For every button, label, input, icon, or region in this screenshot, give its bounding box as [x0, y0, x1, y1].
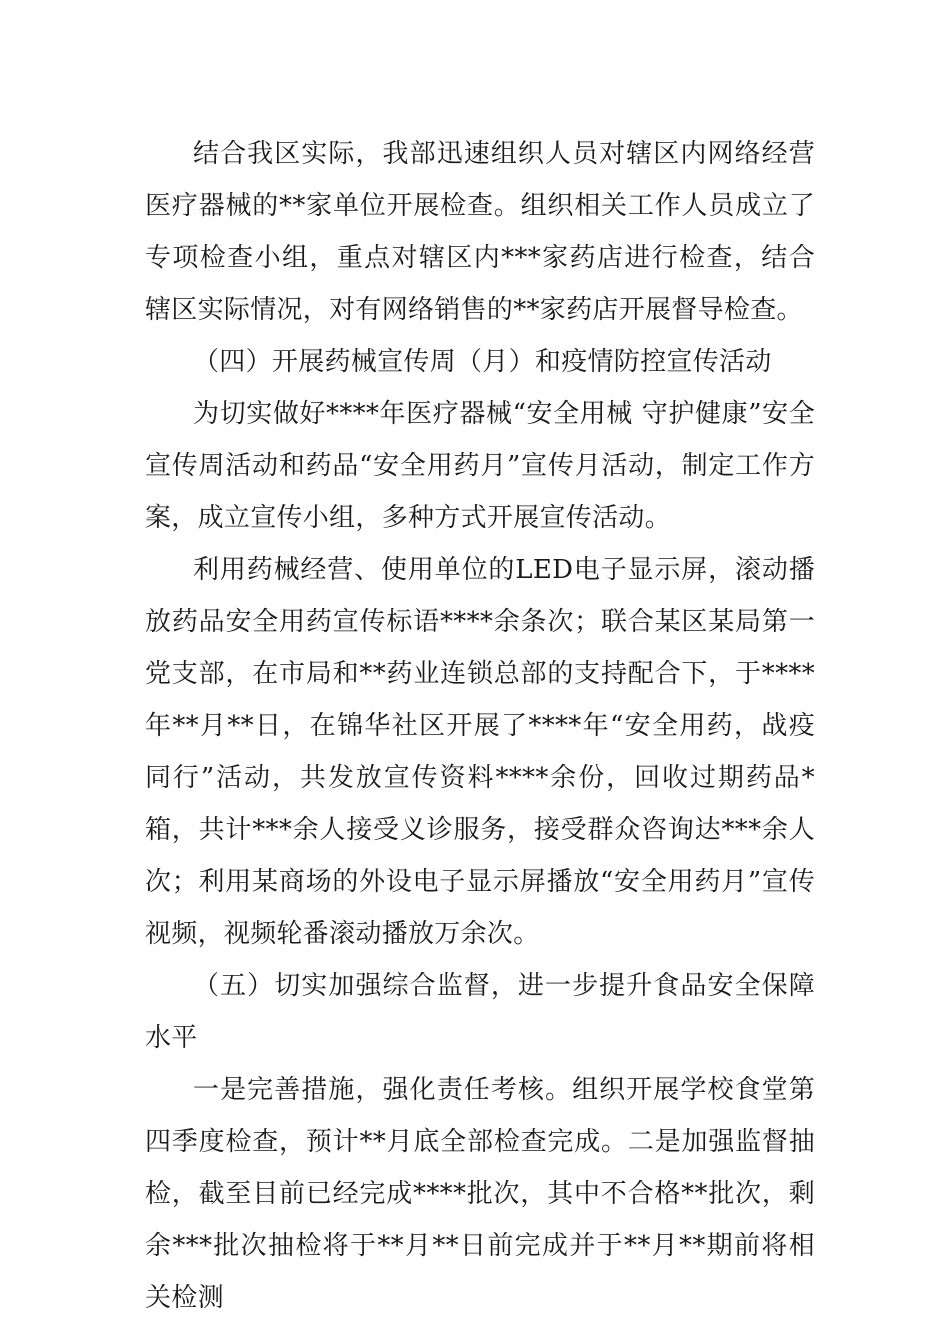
- paragraph-publicity-plan: 为切实做好****年医疗器械“安全用械 守护健康”安全宣传周活动和药品“安全用药月”宣传月活动，制定工作方案，成立宣传小组，多种方式开展宣传活动。: [145, 399, 815, 533]
- paragraph-publicity-activities: 利用药械经营、使用单位的LED电子显示屏，滚动播放药品安全用药宣传标语****余条次；联合某区某局第一党支部，在市局和**药业连锁总部的支持配合下，于****年**月**日，在锦华社区开展了****年“安全用药，战疫同行”活动，共发放宣传资料****余份，回收过期药品*箱，共计***余人接受义诊服务，接受群众咨询达***余人次；利用某商场的外设电子显示屏播放“安全用药月”宣传视频，视频轮番滚动播放万余次。: [145, 555, 815, 949]
- section-heading-4: （四）开展药械宣传周（月）和疫情防控宣传活动: [193, 347, 772, 377]
- section-heading-5: （五）切实加强综合监督，进一步提升食品安全保障水平: [145, 971, 815, 1053]
- paragraph-food-safety: 一是完善措施，强化责任考核。组织开展学校食堂第四季度检查，预计**月底全部检查完成。二是加强监督抽检，截至目前已经完成****批次，其中不合格**批次，剩余***批次抽检将于**月**日前完成并于**月**期前将相关检测: [145, 1075, 815, 1313]
- document-body: [145, 128, 815, 1324]
- paragraph-inspection-summary: 结合我区实际，我部迅速组织人员对辖区内网络经营医疗器械的**家单位开展检查。组织相关工作人员成立了专项检查小组，重点对辖区内***家药店进行检查，结合辖区实际情况，对有网络销售的**家药店开展督导检查。: [145, 139, 815, 325]
